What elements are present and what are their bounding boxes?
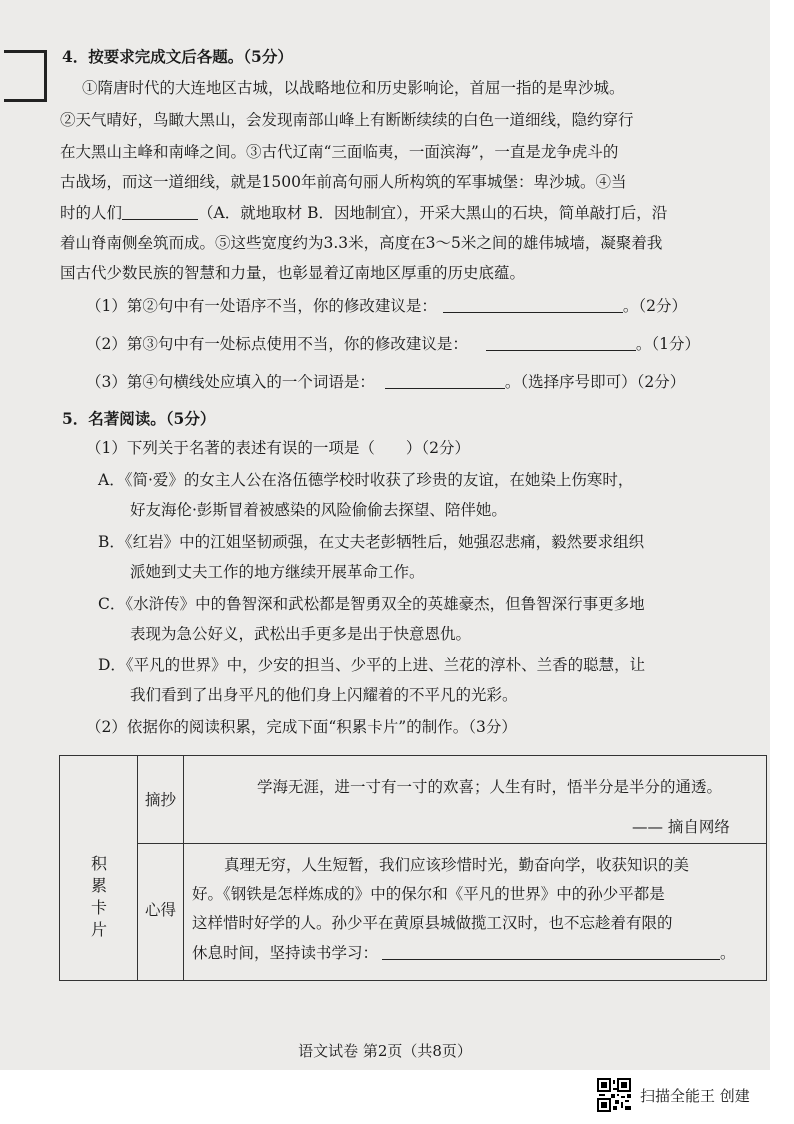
q4-para-rest: （A．就地取材 B．因地制宜），开采大黑山的石块，简单敲打后，沿: [198, 204, 668, 222]
option-a[interactable]: A．《简·爱》的女主人公在洛伍德学校时收获了珍贵的友谊，在她染上伤寒时，: [98, 471, 634, 489]
answer-blank[interactable]: [382, 945, 720, 960]
q4-para-line: ①隋唐时代的大连地区古城，以战略地位和历史影响论，首屈一指的是卑沙城。: [82, 79, 625, 97]
answer-blank[interactable]: [486, 336, 636, 351]
insight-line: 好。《钢铁是怎样炼成的》中的保尔和《平凡的世界》中的孙少平都是: [192, 885, 665, 903]
q4-sub3-text: （3）第④句横线处应填入的一个词语是：: [86, 373, 375, 391]
qr-code-icon: [597, 1078, 631, 1112]
insight-line: 这样惜时好学的人。孙少平在黄原县城做揽工汉时，也不忘趁着有限的: [192, 914, 673, 932]
q4-sub2-text: （2）第③句中有一处标点使用不当，你的修改建议是：: [86, 335, 468, 353]
q4-sub1: [86, 298, 687, 315]
q4-para-start: 时的人们: [60, 204, 123, 222]
q4-para-line: 国古代少数民族的智慧和力量，也彰显着辽南地区厚重的历史底蕴。: [60, 264, 526, 282]
q4-para-line: 在大黑山主峰和南峰之间。③古代辽南“三面临夷，一面滨海”，一直是龙争虎斗的: [60, 143, 619, 161]
card-title-char: 累: [90, 876, 107, 895]
q4-title: 4．按要求完成文后各题。（5分）: [62, 47, 293, 66]
page-footer: 语文试卷 第2页（共8页）: [298, 1042, 472, 1060]
answer-blank[interactable]: [385, 374, 505, 389]
binding-bracket: [4, 50, 47, 102]
card-title-char: 片: [90, 920, 107, 939]
option-c-cont: 表现为急公好义，武松出手更多是出于快意恩仇。: [130, 625, 472, 643]
answer-blank[interactable]: [443, 298, 623, 313]
q4-sub2-points: 。（1分）: [635, 335, 700, 353]
q4-para-line-with-blank: [60, 205, 667, 222]
accumulation-card: [59, 755, 767, 981]
card-title-char: 卡: [90, 898, 107, 917]
excerpt-text: 学海无涯，进一寸有一寸的欢喜；人生有时，悟半分是半分的通透。: [257, 778, 723, 796]
q4-para-line: 着山脊南侧垒筑而成。⑤这些宽度约为3.3米，高度在3～5米之间的雄伟城墙，凝聚着我: [60, 234, 663, 252]
option-c[interactable]: C．《水浒传》中的鲁智深和武松都是智勇双全的英雄豪杰，但鲁智深行事更多地: [98, 595, 645, 613]
insight-last-line: [192, 941, 736, 963]
q4-sub2: [86, 336, 700, 353]
option-b[interactable]: B．《红岩》中的江姐坚韧顽强，在丈夫老彭牺牲后，她强忍悲痛，毅然要求组织: [98, 533, 645, 551]
card-title-char: 积: [90, 854, 107, 873]
card-title: [89, 853, 109, 941]
insight-label: 心得: [145, 901, 177, 919]
row-divider: [183, 843, 766, 844]
excerpt-label: 摘抄: [145, 791, 177, 809]
insight-line: 休息时间，坚持读书学习：: [192, 944, 379, 962]
scanner-watermark: 扫描全能王 创建: [640, 1087, 750, 1105]
option-b-cont: 派她到丈夫工作的地方继续开展革命工作。: [130, 563, 425, 581]
q4-para-line: ②天气晴好，鸟瞰大黑山，会发现南部山峰上有断断续续的白色一道细线，隐约穿行: [60, 111, 634, 129]
q4-para-line: 古战场，而这一道细线，就是1500年前高句丽人所构筑的军事城堡：卑沙城。④当: [60, 173, 627, 191]
option-a-cont: 好友海伦·彭斯冒着被感染的风险偷偷去探望、陪伴她。: [130, 501, 507, 519]
excerpt-source: —— 摘自网络: [632, 818, 730, 836]
q5-sub2: （2）依据你的阅读积累，完成下面“积累卡片”的制作。（3分）: [86, 718, 517, 736]
q4-sub1-text: （1）第②句中有一处语序不当，你的修改建议是：: [86, 297, 437, 315]
q4-sub3-points: 。（选择序号即可）（2分）: [504, 373, 686, 391]
q4-sub3: [86, 374, 685, 391]
q5-title: 5．名著阅读。（5分）: [62, 409, 216, 428]
option-d[interactable]: D．《平凡的世界》中，少安的担当、少平的上进、兰花的淳朴、兰香的聪慧，让: [98, 656, 646, 674]
q4-sub1-points: 。（2分）: [622, 297, 687, 315]
q5-sub1: （1）下列关于名著的表述有误的一项是（ ）（2分）: [86, 439, 470, 457]
insight-end: 。: [720, 944, 736, 962]
insight-line: 真理无穷，人生短暂，我们应该珍惜时光，勤奋向学，收获知识的美: [224, 856, 690, 874]
fill-blank[interactable]: [122, 205, 198, 220]
option-d-cont: 我们看到了出身平凡的他们身上闪耀着的不平凡的光彩。: [130, 686, 518, 704]
card-title-cell: [60, 756, 138, 980]
